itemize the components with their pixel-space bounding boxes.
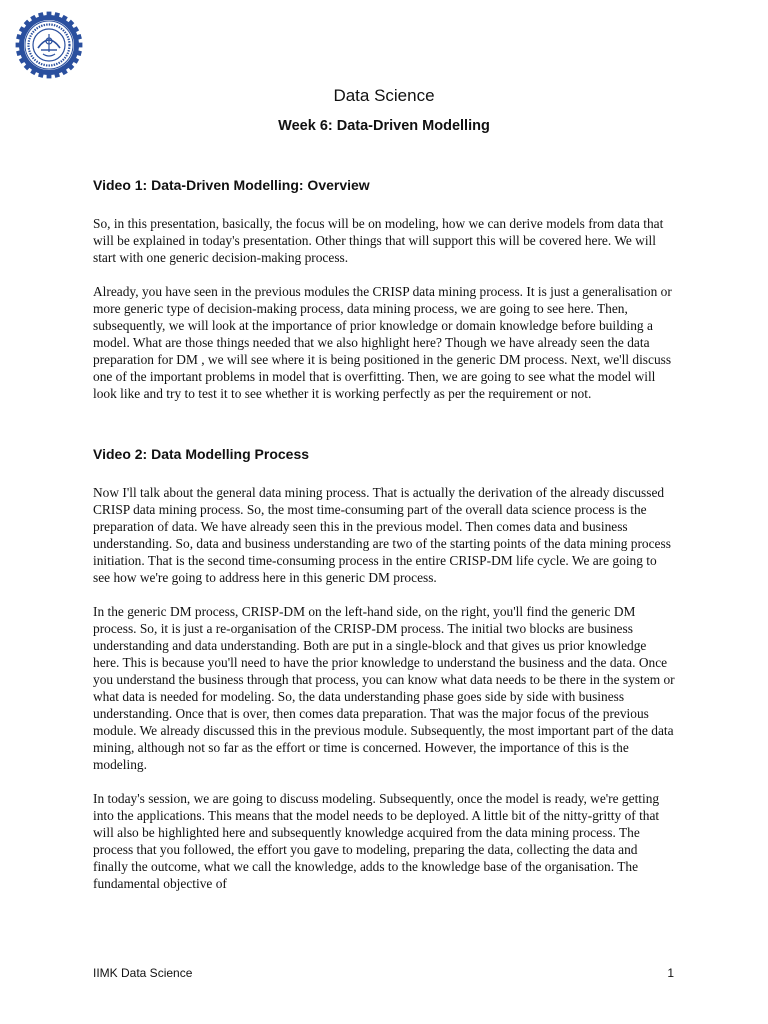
seal-gear-tooth [47,12,52,17]
section-spacer [93,419,675,445]
paragraph: In the generic DM process, CRISP-DM on the left-hand side, on the right, you'll find the generic DM process. So, it is just a re-organisation of the CRISP-DM process. The initial two blocks are business understanding and data understanding. Both are put in a single-block and that gives us prior knowledge here. This is because you'll need to have the prior knowledge to understand the business and the data. Once you understand the business through that process, you can know what data needs to be there in the system or what data is needed for modeling. So, the data understanding phase goes side by side with business understanding. Once that is over, then comes data preparation. That was the major focus of the previous module. We already discussed this in the previous module. Subsequently, the most important part of the data mining, although not so far as the effort or time is concerned. However, the importance of this is the modeling. [93,604,675,772]
section-heading-video-2: Video 2: Data Modelling Process [93,446,310,462]
footer-course-name: IIMK Data Science [93,966,193,980]
seal-gear-tooth [47,74,52,79]
page-subtitle: Week 6: Data-Driven Modelling [278,118,490,134]
footer-page-number: 1 [667,966,674,980]
paragraph: So, in this presentation, basically, the focus will be on modeling, how we can derive models from data that will be explained in today's presentation. Other things that will support this will be covered here. We will start with one generic decision-making process. [93,216,664,265]
paragraph: In today's session, we are going to discuss modeling. Subsequently, once the model is ready, we're getting into the applications. This means that the model needs to be deployed. A little bit of the nitty-gritty of that will also be highlighted here and subsequently knowledge acquired from the data mining process. The process that you followed, the effort you gave to modeling, preparing the data, collecting the data and finally the outcome, what we call the knowledge, adds to the knowledge base of the organisation. The fundamental objective of [93,791,660,891]
paragraph: Now I'll talk about the general data mining process. That is actually the derivation of the already discussed CRISP data mining process. So, the most time-consuming part of the overall data science process is the preparation of data. We have already seen this in the previous model. Then comes data and business understanding. So, data and business understanding are two of the starting points of the data mining process initiation. That is the second time-consuming process in the entire CRISP-DM life cycle. We are going to see how we're going to address here in this generic DM process. [93,485,671,585]
page-title: Data Science [333,86,435,105]
institute-seal-icon [12,8,86,82]
seal-gear-tooth [16,43,21,48]
paragraph: Already, you have seen in the previous modules the CRISP data mining process. It is just a generalisation or more generic type of decision-making process, data mining process, we are going to see here. Then, subsequently, we will look at the importance of prior knowledge or domain knowledge before building a model. What are those things needed that we also highlight here? Though we have already seen the data preparation for DM , we will see where it is being positioned in the generic DM process. Next, we'll discuss one of the important problems in model that is overfitting. Then, we are going to see what the model will look like and try to test it to see whether it is working perfectly as per the requirement or not. [93,284,672,401]
section-heading-video-1: Video 1: Data-Driven Modelling: Overview [93,177,370,193]
institute-seal-logo [12,8,86,82]
document-body [93,176,675,909]
seal-gear-tooth [78,43,83,48]
